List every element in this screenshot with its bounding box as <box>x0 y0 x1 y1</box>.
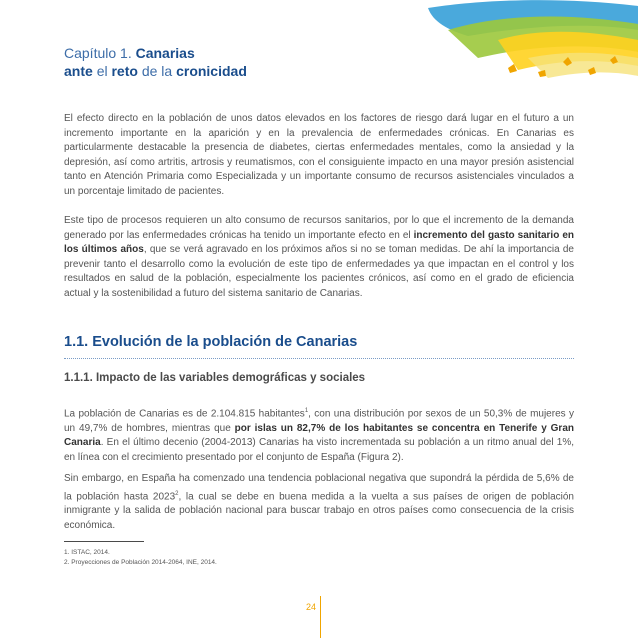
chapter-word-el: el <box>96 63 108 79</box>
footnote-2: 2. Proyecciones de Población 2014-2064, INE, 2014. <box>64 559 217 566</box>
intro-paragraph-2 <box>64 214 574 301</box>
section-title: 1.1. Evolución de la población de Canarias <box>64 334 358 350</box>
footnote-1: 1. ISTAC, 2014. <box>64 549 110 556</box>
footnotes <box>64 548 217 568</box>
footnote-ref-2: 2 <box>175 490 179 497</box>
chapter-word-cronicidad: cronicidad <box>176 63 247 79</box>
footnote-ref-1: 1 <box>304 408 309 414</box>
section-paragraph-1-text-a: La población de Canarias es de 2.104.815 habitantes <box>64 408 305 420</box>
section-paragraph-2 <box>64 472 574 533</box>
intro-paragraph-1: El efecto directo en la población de unos datos elevados en los factores de riesgo dará lugar en el futuro a un incremento importante en la aparición y en la prevalencia de enfermedades crónicas. En Canarias es particularmente destacable la presencia de diabetes, ciertas enfermedades mentales, como la ansiedad y la depresión, así como artritis, artrosis y reumatismos, con el consiguiente impacto en una mayor presión asistencial tanto en Atención Primaria como Especializada y un importante consumo de recursos asistenciales vinculados a un porcentaje limitado de pacientes. <box>64 113 574 197</box>
section-paragraph-1-text-b: , con una distribución por sexos de un 50,3% de mujeres y un 49,7% de hombres, mientras que <box>64 408 574 434</box>
footnote-divider <box>64 541 144 542</box>
section-paragraph-1-text-d: . En el último decenio (2004-2013) Canarias ha visto incrementada su población a un ritmo anual del 1%, en línea con el crecimiento presentado por el conjunto de España (Figura 2). <box>64 437 574 463</box>
page-number-rule <box>320 596 321 638</box>
decorative-brush-strokes <box>388 0 638 100</box>
section-paragraph-2-text-a: Sin embargo, en España ha comenzado una tendencia poblacional negativa que supondrá la pérdida de 5,6% de la población hasta 2023 <box>64 473 574 502</box>
section-divider <box>64 358 574 359</box>
chapter-title <box>64 44 247 80</box>
section-paragraph-1 <box>64 404 574 465</box>
section-paragraph-2-text-b: , la cual se debe en buena medida a la vuelta a sus países de origen de población inmigrante y la salida de población nacional para buscar trabajo en otros países como consecuencia de la crisis económica. <box>64 490 574 531</box>
chapter-name: Canarias <box>135 45 195 61</box>
chapter-word-ante: ante <box>64 63 93 79</box>
chapter-prefix: Capítulo 1. <box>64 45 132 61</box>
intro-paragraph-2-text-a: Este tipo de procesos requieren un alto consumo de recursos sanitarios, por lo que el incremento de la demanda generado por las enfermedades crónicas ha tenido un importante efecto en el <box>64 215 574 241</box>
page-number: 24 <box>305 602 316 612</box>
subsection-title: 1.1.1. Impacto de las variables demográficas y sociales <box>64 372 366 384</box>
intro-paragraph-2-highlight: incremento del gasto sanitario en los últimos años <box>64 229 574 255</box>
section-paragraph-1-highlight: por islas un 82,7% de los habitantes se concentra en Tenerife y Gran Canaria <box>64 422 574 449</box>
intro-paragraph-2-text-c: , que se verá agravado en los próximos años si no se toman medidas. De ahí la importancia de prevenir tanto el desarrollo como la evolución de este tipo de enfermedades ya que impactan en el control y los resultados en salud de la población, especialmente los pacientes crónicos, así como en el grado de eficiencia actual y la sostenibilidad a futuro del sistema sanitario de Canarias. <box>64 244 574 299</box>
chapter-word-dela: de la <box>141 63 173 79</box>
chapter-title-line-1 <box>64 44 247 62</box>
chapter-title-line-2 <box>64 62 247 80</box>
chapter-word-reto: reto <box>111 63 138 79</box>
